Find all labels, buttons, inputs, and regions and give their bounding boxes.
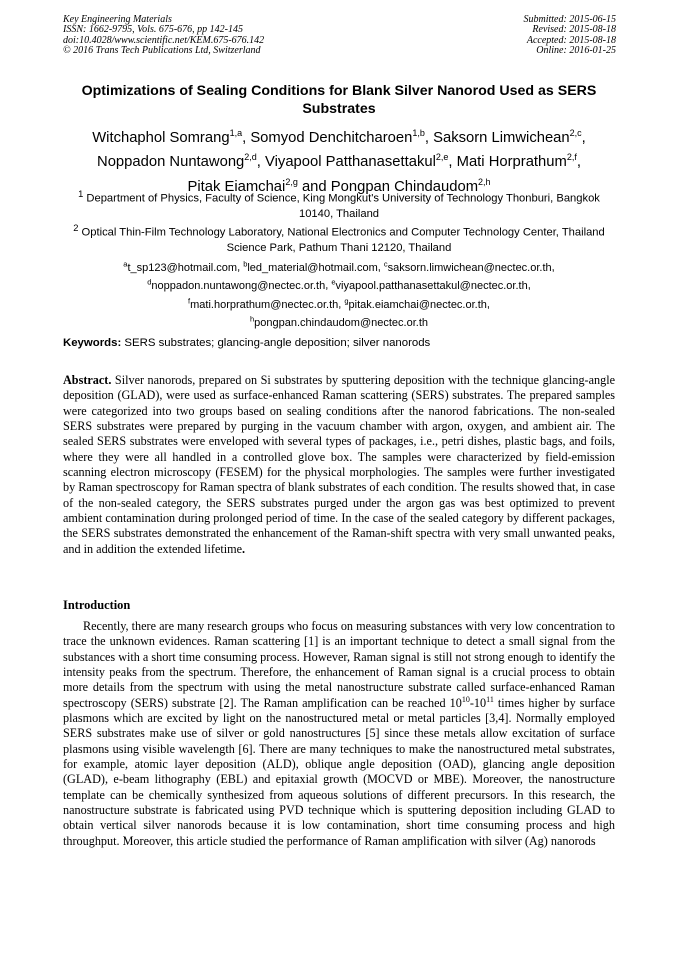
author: Noppadon Nuntawong$^{2,d}$, [97, 152, 266, 171]
keywords [63, 336, 623, 350]
author: Mati Horprathum$^{2,f}$, [456, 152, 581, 171]
email-address[interactable]: $^b$led_material@hotmail.com [243, 259, 378, 274]
introduction-paragraph: Recently, there are many research groups who focus on measuring substances with very low concentration to trace the unknown evidences. Raman scattering [1] is an important technique to detect a small signal from the substances with a short time consuming process. However, Raman signal is still not strong enough to identify the intensity peaks from the spectrum. Therefore, the enhancement of Raman signal is a crucial process to obtain more details from the spectrum with using the metal nanostructure substrate called surface-enhanced Raman spectroscopy (SERS) substrate [2]. The Raman amplification can be reached $10^{10}-10^{11}$ times higher by surface plasmons which are excited by light on the nanostructured metal or metal particles [3,4]. Normally employed SERS substrates make use of silver or gold nanostructures [5] since these metals allow excitation of surface plasmons using visible wavelength [6]. There are many techniques to make the nanostructured metal substrates, for example, atomic layer deposition (ALD), oblique angle deposition (OAD), glancing angle deposition (GLAD), e-beam lithography (EBL) and epitaxial growth (MOCVD or MBE). Moreover, the nanostructure template can be chemically synthesized from aqueous solutions of different precursors. In this research, the nanostructure substrate is fabricated using PVD technique which is sputtering deposition including GLAD to obtain vertical silver nanorods because it is low contamination, short time consuming process and high throughput. Moreover, this article studied the performance of Raman amplification with silver (Ag) nanorods [63, 619, 615, 848]
keywords-label: Keywords: [63, 337, 122, 349]
revised-date: Revised: 2015-08-18 [532, 24, 616, 36]
copyright-line: © 2016 Trans Tech Publications Ltd, Switzerland [63, 45, 261, 57]
affiliation-1: $^1$ Department of Physics, Faculty of Science, King Mongkut's University of Technology Thonburi, Bangkok 10140, Thailand [78, 189, 600, 220]
abstract-label: Abstract. [63, 373, 112, 387]
keywords-text: SERS substrates; glancing-angle deposition; silver nanorods [124, 337, 431, 349]
email-address[interactable]: $^a$t_sp123@hotmail.com [123, 259, 238, 274]
author: Pongpan Chindaudom$^{2,h}$ [330, 176, 491, 195]
online-date: Online: 2016-01-25 [536, 45, 616, 57]
submitted-date: Submitted: 2015-06-15 [523, 14, 616, 25]
email-list: $^a$t_sp123@hotmail.com, $^b$led_material@hotmail.com, $^c$saksorn.limwichean@nectec.or.th, $^d$noppadon.nuntawong@nectec.or.th, $^e$viyapool.patthanasettakul@nectec.or.th, $^f$mati.horprathum@nectec.or.th, $^g$pitak.eiamchai@nectec.or.th, $^h$pongpan.chindaudom@nectec.or.th [123, 259, 555, 330]
abstract: Abstract. Silver nanorods, prepared on Si substrates by sputtering deposition with the technique glancing-angle deposition (GLAD), were used as surface-enhanced Raman scattering (SERS) substrates. The prepared samples were categorized into two groups based on sealing conditions after the nanorod fabrications. The non-sealed SERS substrates were prepared by purging in the vacuum chamber with argon, oxygen, and ambient air. The sealed SERS substrates were enveloped with several types of packages, i.e., petri dishes, plastic bags, and foils, where they were all handled in a controlled glove box. The samples were characterized by field-emission scanning electron microscopy (FESEM) for the physical morphologies. The samples were further investigated by Raman spectroscopy for Raman spectra of blank substrates of each condition. The results showed that, in case of the non-sealed category, the SERS substrates purged under the argon gas was best optimized to prevent ambient contamination during prolonged period of time. In the case of the sealed category by different packages, the SERS substrates demonstrated the enhancement of the Raman-shift spectra with very small unwanted peaks, and in addition the extended lifetime. [63, 373, 615, 556]
paper-title: Optimizations of Sealing Conditions for Blank Silver Nanorod Used as SERS Substrates [81, 83, 597, 117]
author: Pitak Eiamchai$^{2,g}$ and [187, 176, 331, 195]
accepted-date: Accepted: 2015-08-18 [526, 34, 616, 46]
author: Saksorn Limwichean$^{2,c}$, [433, 128, 586, 146]
email-address[interactable]: $^g$pitak.eiamchai@nectec.or.th [344, 295, 487, 311]
author: Somyod Denchitcharoen$^{1,b}$, [250, 128, 434, 146]
journal-name: Key Engineering Materials [63, 14, 172, 25]
issn-line: ISSN: 1662-9795, Vols. 675-676, pp 142-145 [63, 24, 243, 36]
section-heading: Introduction [63, 598, 131, 612]
email-address[interactable]: $^h$pongpan.chindaudom@nectec.or.th [249, 314, 429, 330]
author: Witchaphol Somrang$^{1,a}$, [92, 128, 251, 146]
dates-header [524, 15, 617, 57]
journal-header [63, 15, 264, 57]
email-address[interactable]: $^e$viyapool.patthanasettakul@nectec.or.th [331, 277, 528, 293]
author: Viyapool Patthanasettakul$^{2,e}$, [265, 152, 457, 171]
doi-line: doi:10.4028/www.scientific.net/KEM.675-676.142 [63, 34, 265, 46]
affiliation-2: $^2$ Optical Thin-Film Technology Laboratory, National Electronics and Computer Technology Center, Thailand Science Park, Pathum Thani 12120, Thailand [73, 223, 605, 254]
email-address[interactable]: $^f$mati.horprathum@nectec.or.th [188, 295, 339, 311]
email-address[interactable]: $^d$noppadon.nuntawong@nectec.or.th [147, 277, 326, 293]
abstract-text: Silver nanorods, prepared on Si substrates by sputtering deposition with the technique glancing-angle deposition (GLAD), were used as surface-enhanced Raman scattering (SERS) substrates. The prepared samples were categorized into two groups based on sealing conditions after the nanorod fabrications. The non-sealed SERS substrates were prepared by purging in the vacuum chamber with argon, oxygen, and ambient air. The sealed SERS substrates were enveloped with several types of packages, i.e., petri dishes, plastic bags, and foils, where they were all handled in a controlled glove box. The samples were characterized by field-emission scanning electron microscopy (FESEM) for the physical morphologies. The samples were further investigated by Raman spectroscopy for Raman spectra of blank substrates of each condition. The results showed that, in case of the non-sealed category, the SERS substrates purged under the argon gas was best optimized to prevent ambient contamination during prolonged period of time. In the case of the sealed category by different packages, the SERS substrates demonstrated the enhancement of the Raman-shift spectra with very small unwanted peaks, and in addition the extended lifetime [63, 373, 615, 556]
email-address[interactable]: $^c$saksorn.limwichean@nectec.or.th [383, 259, 552, 274]
